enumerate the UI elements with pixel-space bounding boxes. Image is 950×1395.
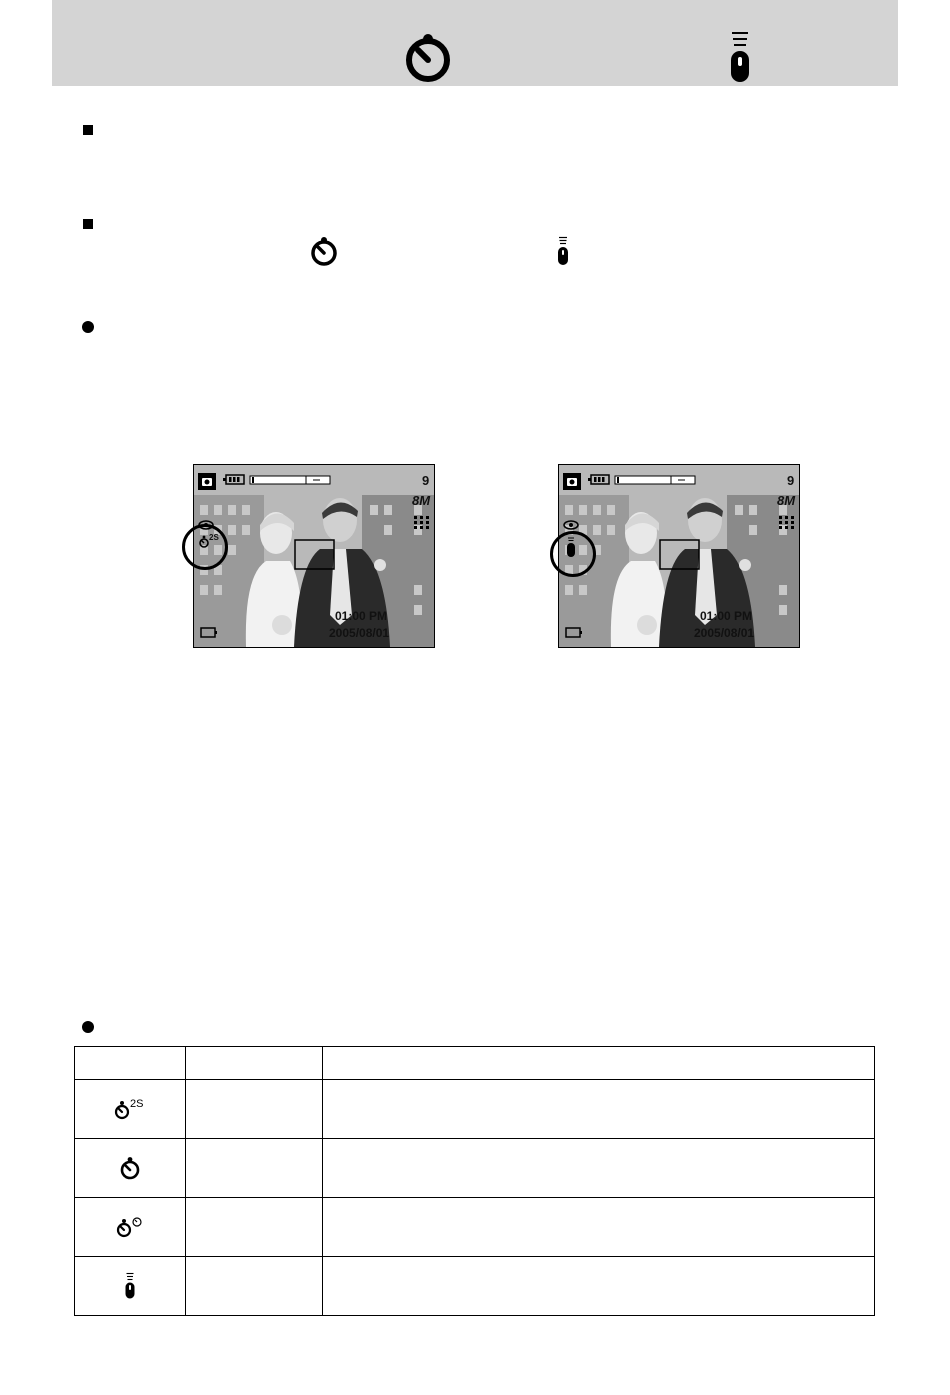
table-row xyxy=(75,1080,875,1139)
time-readout: 01:00 PM xyxy=(335,609,388,623)
lcd-preview-timer xyxy=(193,464,435,648)
table-header-row xyxy=(75,1047,875,1080)
double-timer-icon xyxy=(115,1214,145,1240)
timer-2s-icon xyxy=(113,1096,147,1122)
header-band xyxy=(52,0,898,86)
frame-count: 9 xyxy=(422,473,430,488)
mode-table xyxy=(74,1046,875,1316)
timer-2s-label: 2S xyxy=(130,1098,144,1110)
remote-icon xyxy=(124,1272,136,1300)
frame-count: 9 xyxy=(787,473,795,488)
date-readout: 2005/08/01 xyxy=(329,626,390,640)
square-bullet xyxy=(83,125,93,135)
round-bullet xyxy=(82,321,94,333)
table-row xyxy=(75,1198,875,1257)
remote-icon xyxy=(729,30,751,84)
table-row xyxy=(75,1139,875,1198)
date-readout: 2005/08/01 xyxy=(694,626,755,640)
round-bullet xyxy=(82,1021,94,1033)
self-timer-icon xyxy=(310,236,338,267)
self-timer-icon xyxy=(404,33,452,83)
highlight-circle xyxy=(550,531,596,577)
time-readout: 01:00 PM xyxy=(700,609,753,623)
resolution-label: 8M xyxy=(412,493,431,508)
timer-mode-label: 2S xyxy=(209,533,219,542)
square-bullet xyxy=(83,219,93,229)
table-row xyxy=(75,1257,875,1316)
remote-icon xyxy=(557,236,569,266)
resolution-label: 8M xyxy=(777,493,796,508)
self-timer-icon xyxy=(119,1156,141,1180)
highlight-circle xyxy=(182,524,228,570)
